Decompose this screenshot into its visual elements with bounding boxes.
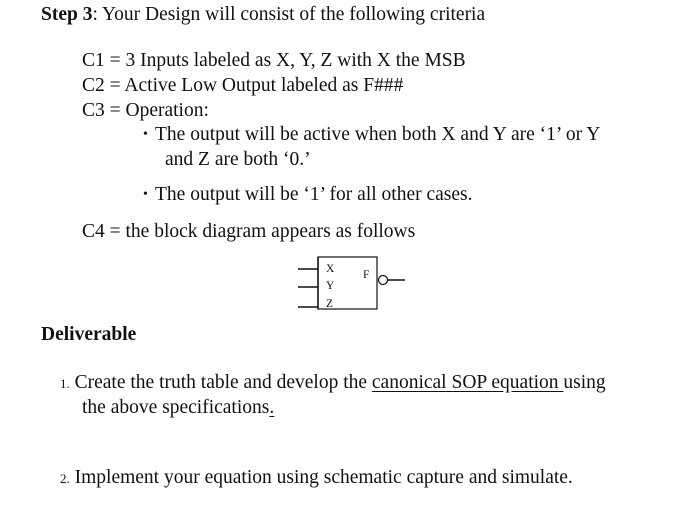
input-label-y: Y	[326, 280, 335, 292]
step-heading	[41, 3, 485, 27]
bullet-1-line-1: The output will be active when both X and Y are ‘1’ or Y	[155, 124, 601, 145]
item-2-text: Implement your equation using schematic capture and simulate.	[74, 467, 573, 488]
criterion-c2: C2 = Active Low Output labeled as F###	[82, 75, 404, 96]
deliverable-item-2	[60, 466, 573, 491]
step-label: Step 3	[41, 4, 93, 25]
bullet-icon: •	[143, 187, 148, 202]
inversion-bubble	[379, 276, 388, 285]
output-label-f: F	[363, 269, 370, 281]
bullet-1-line-2: and Z are both ‘0.’	[165, 149, 311, 170]
deliverable-item-1-line-2: the above specifications.	[82, 397, 275, 418]
input-label-x: X	[326, 263, 335, 275]
item-1-underlined: canonical SOP equation	[371, 372, 564, 393]
item-1-after: using	[563, 372, 606, 393]
criterion-c3: C3 = Operation:	[82, 100, 209, 121]
bullet-2-line-1: The output will be ‘1’ for all other cases.	[155, 184, 473, 205]
criterion-c1: C1 = 3 Inputs labeled as X, Y, Z with X the MSB	[82, 50, 466, 71]
item-1-before: Create the truth table and develop the	[74, 372, 372, 393]
step-text: : Your Design will consist of the following criteria	[92, 4, 486, 25]
criterion-c4: C4 = the block diagram appears as follows	[82, 221, 416, 242]
deliverable-item-1	[60, 371, 606, 396]
deliverable-heading: Deliverable	[41, 324, 137, 345]
bullet-icon: •	[143, 127, 148, 142]
list-number: 2.	[60, 471, 70, 486]
block-diagram	[298, 251, 438, 313]
list-number: 1.	[60, 376, 70, 391]
input-label-z: Z	[326, 298, 334, 310]
